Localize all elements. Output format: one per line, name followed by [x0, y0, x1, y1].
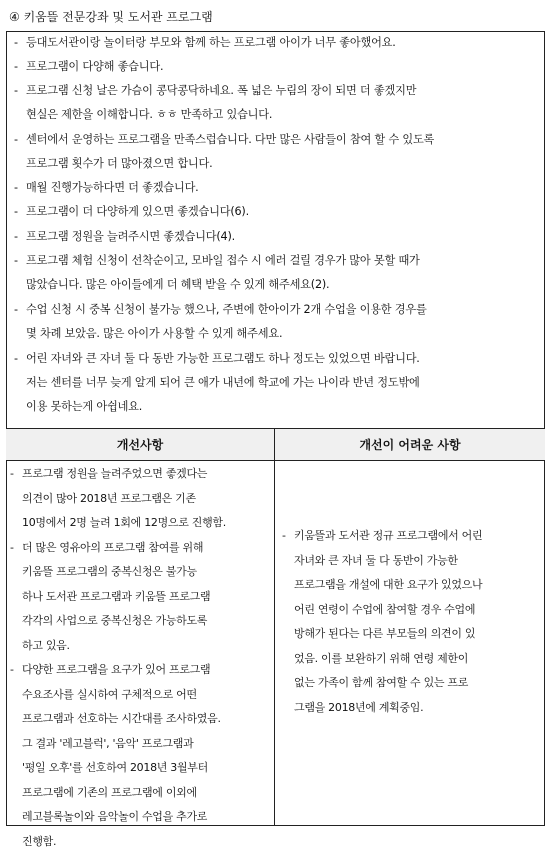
table-header-row: [6, 428, 545, 461]
bullet-dash: -: [14, 31, 18, 55]
difficult-column: [282, 524, 540, 720]
cell-line: 더 많은 영유아의 프로그램 참여를 위해: [22, 536, 272, 561]
cell-line: 하나 도서관 프로그램과 키움뜰 프로그램: [22, 585, 272, 610]
cell-line: 레고블록놀이와 음악놀이 수업을 추가로: [22, 805, 272, 830]
cell-line: 각각의 사업으로 중복신청은 가능하도록: [22, 609, 272, 634]
bullet-dash: -: [14, 128, 18, 152]
feedback-item: [14, 79, 538, 127]
feedback-item: [14, 55, 538, 79]
bullet-dash: -: [14, 176, 18, 200]
section-title: ④ 키움뜰 전문강좌 및 도서관 프로그램: [9, 7, 543, 27]
table-cell-item: [10, 536, 272, 659]
cell-line: 어린 연령이 수업에 참여할 경우 수업에: [294, 598, 540, 623]
feedback-item: [14, 200, 538, 224]
cell-line: 하고 있음.: [22, 634, 272, 659]
bullet-dash: -: [14, 249, 18, 273]
feedback-line: 몇 차례 보았음. 많은 아이가 사용할 수 있게 해주세요.: [26, 322, 538, 346]
cell-line: 의견이 많아 2018년 프로그램은 기존: [22, 487, 272, 512]
feedback-line: 프로그램 정원을 늘려주시면 좋겠습니다(4).: [26, 225, 538, 249]
feedback-line: 프로그램이 다양해 좋습니다.: [26, 55, 538, 79]
improved-column: [10, 462, 272, 854]
cell-line: 키움뜰과 도서관 정규 프로그램에서 어린: [294, 524, 540, 549]
cell-line: 없는 가족이 함께 참여할 수 있는 프로: [294, 671, 540, 696]
bullet-dash: -: [14, 347, 18, 371]
feedback-line: 센터에서 운영하는 프로그램을 만족스럽습니다. 다만 많은 사람들이 참여 할 수 있도록: [26, 128, 538, 152]
feedback-line: 어린 자녀와 큰 자녀 둘 다 동반 가능한 프로그램도 하나 정도는 있었으면 바랍니다.: [26, 347, 538, 371]
cell-line: 방해가 된다는 다른 부모들의 의견이 있: [294, 622, 540, 647]
bullet-dash: -: [10, 462, 14, 487]
feedback-item: [14, 249, 538, 297]
header-difficult: 개선이 어려운 사항: [275, 429, 545, 461]
cell-line: '평일 오후'를 선호하여 2018년 3월부터: [22, 756, 272, 781]
cell-line: 프로그램 정원을 늘려주었으면 좋겠다는: [22, 462, 272, 487]
bullet-dash: -: [14, 200, 18, 224]
cell-line: 자녀와 큰 자녀 둘 다 동반이 가능한: [294, 549, 540, 574]
feedback-item: [14, 298, 538, 346]
table-cell-item: [282, 524, 540, 720]
bullet-dash: -: [14, 55, 18, 79]
feedback-line: 프로그램 체험 신청이 선착순이고, 모바일 접수 시 에러 걸릴 경우가 많아 못할 때가: [26, 249, 538, 273]
header-divider: [6, 460, 545, 461]
feedback-line: 수업 신청 시 중복 신청이 불가능 했으나, 주변에 한아이가 2개 수업을 이용한 경우를: [26, 298, 538, 322]
cell-line: 프로그램을 개설에 대한 요구가 있었으나: [294, 573, 540, 598]
cell-line: 프로그램에 기존의 프로그램에 이외에: [22, 781, 272, 806]
feedback-item: [14, 128, 538, 176]
cell-line: 었음. 이를 보완하기 위해 연령 제한이: [294, 647, 540, 672]
feedback-line: 프로그램이 더 다양하게 있으면 좋겠습니다(6).: [26, 200, 538, 224]
feedback-item: [14, 225, 538, 249]
cell-line: 그램을 2018년에 계획중임.: [294, 696, 540, 721]
header-improved: 개선사항: [6, 429, 274, 461]
cell-line: 진행함.: [22, 830, 272, 854]
cell-line: 키움뜰 프로그램의 중복신청은 불가능: [22, 560, 272, 585]
bullet-dash: -: [10, 658, 14, 683]
feedback-line: 프로그램 횟수가 더 많아졌으면 합니다.: [26, 152, 538, 176]
bullet-dash: -: [10, 536, 14, 561]
feedback-item: [14, 176, 538, 200]
cell-line: 프로그램과 선호하는 시간대를 조사하였음.: [22, 707, 272, 732]
feedback-line: 프로그램 신청 날은 가슴이 콩닥콩닥하네요. 폭 넓은 누림의 장이 되면 더 좋겠지만: [26, 79, 538, 103]
cell-line: 그 결과 '레고블럭', '음악' 프로그램과: [22, 732, 272, 757]
feedback-line: 저는 센터를 너무 늦게 알게 되어 큰 애가 내년에 학교에 가는 나이라 반년 정도밖에: [26, 371, 538, 395]
bullet-dash: -: [14, 79, 18, 103]
feedback-item: [14, 31, 538, 55]
cell-line: 수요조사를 실시하여 구체적으로 어떤: [22, 683, 272, 708]
feedback-line: 매월 진행가능하다면 더 좋겠습니다.: [26, 176, 538, 200]
cell-line: 10명에서 2명 늘려 1회에 12명으로 진행함.: [22, 511, 272, 536]
table-cell-item: [10, 462, 272, 536]
feedback-line: 이용 못하는게 아쉽네요.: [26, 395, 538, 419]
bullet-dash: -: [14, 298, 18, 322]
table-cell-item: [10, 658, 272, 854]
bullet-dash: -: [14, 225, 18, 249]
feedback-line: 등대도서관이랑 놀이터랑 부모와 함께 하는 프로그램 아이가 너무 좋아했어요.: [26, 31, 538, 55]
feedback-line: 현실은 제한을 이해합니다. ㅎㅎ 만족하고 있습니다.: [26, 103, 538, 127]
feedback-item: [14, 347, 538, 419]
bullet-dash: -: [282, 524, 286, 549]
column-divider: [274, 428, 275, 826]
cell-line: 다양한 프로그램을 요구가 있어 프로그램: [22, 658, 272, 683]
feedback-line: 많았습니다. 많은 아이들에게 더 혜택 받을 수 있게 해주세요(2).: [26, 273, 538, 297]
feedback-list: [6, 31, 545, 428]
